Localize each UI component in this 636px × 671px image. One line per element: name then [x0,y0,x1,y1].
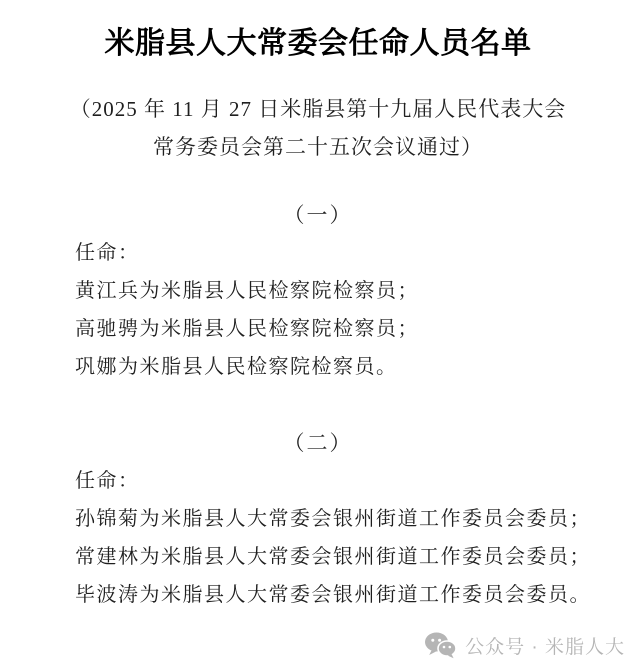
appointment-line: 孙锦菊为米脂县人大常委会银州街道工作委员会委员； [75,508,591,530]
section-1-marker: （一） [283,203,353,227]
appointment-line: 巩娜为米脂县人民检察院检察员。 [75,356,398,378]
section-1-lead: 任命： [75,242,140,264]
official-account-watermark [425,632,625,659]
section-2 [0,424,636,614]
section-1 [0,196,636,386]
appointment-line: 毕波涛为米脂县人大常委会银州街道工作委员会委员。 [75,584,591,606]
document-title: 米脂县人大常委会任命人员名单 [104,27,532,60]
section-2-lead: 任命： [75,470,140,492]
appointment-line: 高驰骋为米脂县人民检察院检察员； [75,318,419,340]
subtitle-line-2: 常务委员会第二十五次会议通过） [153,135,483,159]
appointment-line: 常建林为米脂县人大常委会银州街道工作委员会委员； [75,546,591,568]
subtitle-line-1: （2025 年 11 月 27 日米脂县第十九届人民代表大会 [69,97,567,121]
appointment-line: 黄江兵为米脂县人民检察院检察员； [75,280,419,302]
document-subtitle [0,90,636,166]
official-account-label: 公众号 · 米脂人大 [465,637,625,658]
section-2-marker: （二） [283,431,353,455]
wechat-icon [425,632,456,659]
